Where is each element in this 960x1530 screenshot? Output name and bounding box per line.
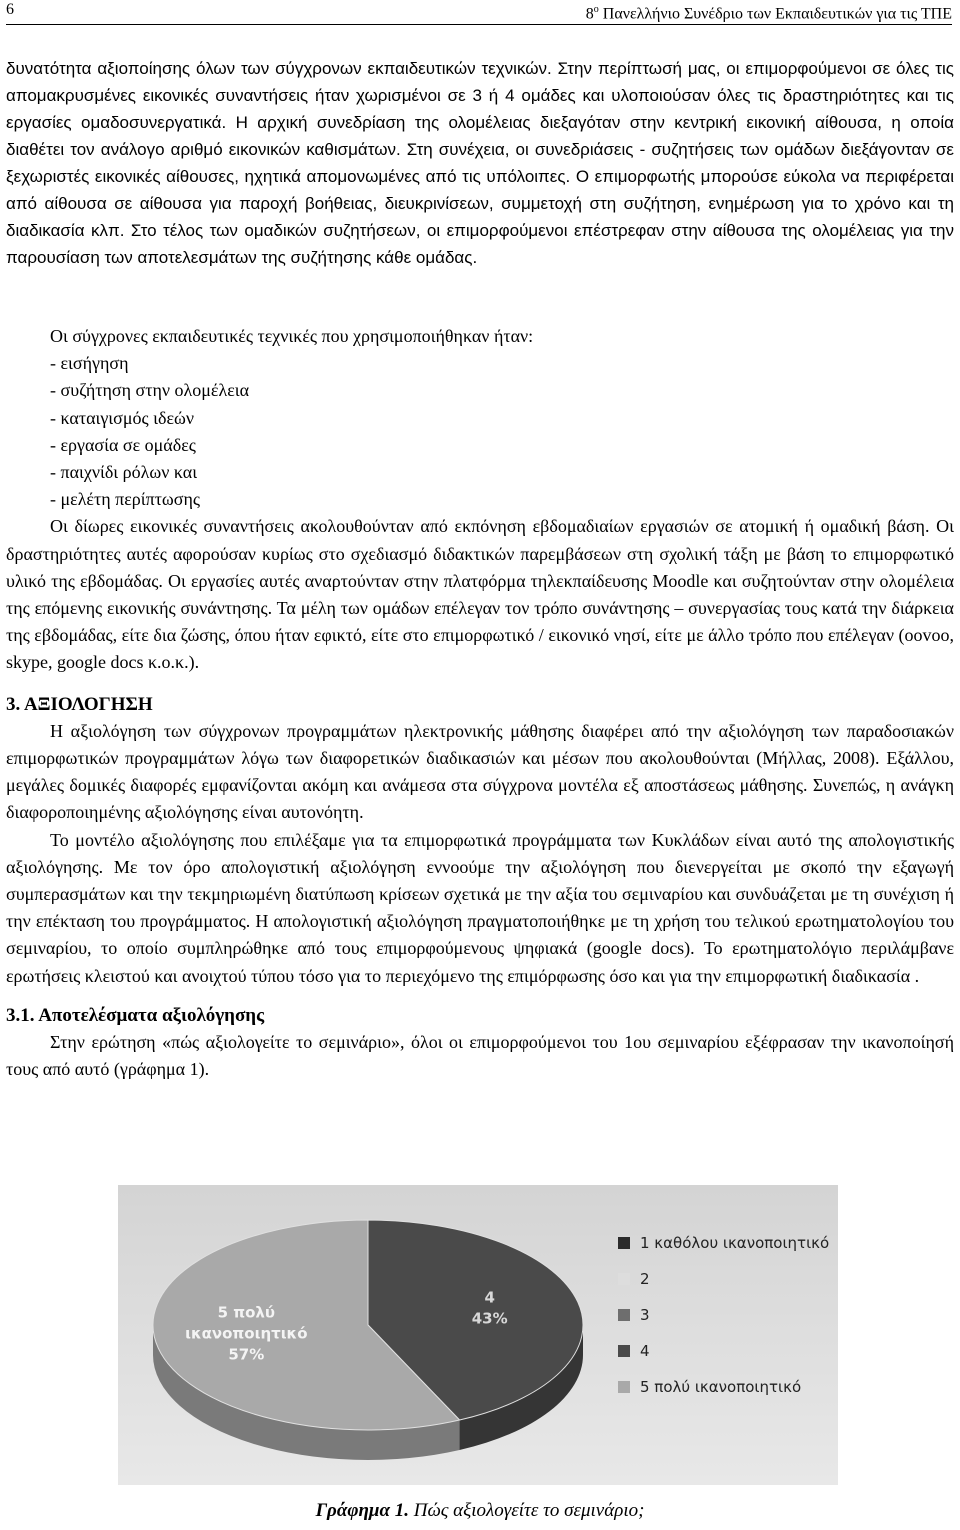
caption-label: Γράφημα 1. xyxy=(315,1500,409,1521)
intro-paragraph: δυνατότητα αξιοποίησης όλων των σύγχρονων εκπαιδευτικών τεχνικών. Στην περίπτωσή μας, οι επιμορφούμενοι σε όλες τις απομακρυσμένες εικονικές συναντήσεις ήταν χωρισμένοι σε 3 ή 4 ομάδες και υλοποιούσαν όλες τις δραστηριότητες και τις εργασίες ομαδοσυνεργατικά. Η αρχική συνεδρίαση της ολομέλειας διεξαγόταν στην κεντρική εικονική αίθουσα, η οποία διαθέτει τον ανάλογο αριθμό εικονικών καθισμάτων. Στη συνέχεια, οι συνεδριάσεις - συζητήσεις των ομάδων διεξάγονταν σε ξεχωριστές εικονικές αίθουσες, ηχητικά απομονωμένες από τις υπόλοιπες. Ο επιμορφωτής μπορούσε εύκολα να περιφέρεται από αίθουσα σε αίθουσα για παροχή βοήθειας, διευκρινίσεων, συμμετοχή στη συζήτηση, ενημέρωση για το χρόνο και τη διαδικασία κλπ. Στο τέλος των ομαδικών συζητήσεων, οι επιμορφούμενοι επέστρεφαν στην αίθουσα της ολομέλειας για την παρουσίαση των αποτελεσμάτων της συζήτησης κάθε ομάδας. xyxy=(6,59,954,267)
legend-label: 3 xyxy=(640,1306,650,1324)
techniques-intro: Οι σύγχρονες εκπαιδευτικές τεχνικές που χρησιμοποιήθηκαν ήταν: xyxy=(50,326,534,346)
legend-swatch xyxy=(618,1381,630,1393)
data-label: 57% xyxy=(228,1345,265,1364)
pie-chart-figure xyxy=(118,1185,838,1485)
legend-label: 5 πολύ ικανοποιητικό xyxy=(640,1378,802,1396)
figure-caption xyxy=(0,1500,960,1522)
running-header xyxy=(6,0,952,25)
data-label: ικανοποιητικό xyxy=(185,1324,308,1343)
data-label: 5 πολύ xyxy=(217,1303,276,1322)
conference-title: $8^o$ Πανελλήνιο Συνέδριο των Εκπαιδευτικών για τις ΤΠΕ xyxy=(585,4,952,23)
list-item: - εισήγηση xyxy=(50,353,129,374)
pie-chart xyxy=(118,1185,838,1485)
list-item: - καταιγισμός ιδεών xyxy=(50,407,194,428)
section-heading: 3. ΑΞΙΟΛΟΓΗΣΗ xyxy=(6,693,153,715)
list-item: - παιχνίδι ρόλων και xyxy=(50,462,198,483)
legend-label: 4 xyxy=(640,1342,650,1360)
legend-swatch xyxy=(618,1309,630,1321)
intro-section xyxy=(6,55,954,271)
techniques-list xyxy=(6,350,954,513)
section3-paragraph-1: Η αξιολόγηση των σύγχρονων προγραμμάτων ηλεκτρονικής μάθησης διαφέρει από την αξιολόγηση των παραδοσιακών επιμορφωτικών προγραμμάτων λόγω των διαφορετικών διαδικασιών και μέσων που ακολουθούνται (Μήλλας, 2008). Εξάλλου, μεγάλες δομικές διαφορές εμφανίζονται ακόμη και ανάμεσα στα σύγχρονα μοντέλα εξ αποστάσεως μάθησης. Συνεπώς, η ανάγκη διαφοροποιημένης αξιολόγησης είναι αυτονόητη. xyxy=(6,720,954,823)
async-paragraph: Οι δίωρες εικονικές συναντήσεις ακολουθούνταν από εκπόνηση εβδομαδιαίων εργασιών σε ατομική ή ομαδική βάση. Οι δραστηριότητες αυτές αφορούσαν κυρίως στο σχεδιασμό διδακτικών παρεμβάσεων στη σχολική τάξη με βάση το επιμορφωτικό υλικό της εβδομάδας. Οι εργασίες αυτές αναρτούνταν στην πλατφόρμα τηλεκπαίδευσης Moodle και συζητούνταν στην ολομέλεια της επόμενης εικονικής συνάντησης. Τα μέλη των ομάδων επέλεγαν τον τρόπο συνάντησης – συνεργασίας τους κατά την διάρκεια της εβδομάδας, είτε δια ζώσης, όπου ήταν εφικτό, είτε στο επιμορφωτικό / εικονικό νησί, είτε με άλλο τρόπο που επέλεγαν (oovoo, skype, google docs κ.ο.κ.). xyxy=(6,516,954,673)
list-item: - μελέτη περίπτωσης xyxy=(50,489,201,510)
list-item: - εργασία σε ομάδες xyxy=(50,434,196,455)
data-label: 43% xyxy=(471,1309,508,1328)
page-number: 6 xyxy=(6,1,14,18)
main-section xyxy=(6,323,954,1083)
list-item: - συζήτηση στην ολομέλεια xyxy=(50,380,250,401)
legend-swatch xyxy=(618,1237,630,1249)
section3-paragraph-2: Το μοντέλο αξιολόγησης που επιλέξαμε για τα επιμορφωτικά προγράμματα των Κυκλάδων είναι αυτό της απολογιστικής αξιολόγησης. Με τον όρο απολογιστική αξιολόγηση εννοούμε την αξιολόγηση που διενεργείται με σκοπό την εξαγωγή συμπερασμάτων και την τεκμηριωμένη διατύπωση κρίσεων σχετικά με την αξία του σεμιναρίου και συνδυάζεται με τη συνέχιση ή την επέκταση του προγράμματος. Η απολογιστική αξιολόγηση πραγματοποιήθηκε με τη χρήση του τελικού ερωτηματολογίου του σεμιναρίου, το οποίο συμπληρώθηκε από τους επιμορφούμενους ψηφιακά (google docs). Το ερωτηματολόγιο περιλάμβανε ερωτήσεις κλειστού και ανοιχτού τύπου τόσο για το περιεχόμενο της επιμόρφωσης όσο και για την επιμορφωτική διαδικασία . xyxy=(6,829,954,986)
section31-paragraph: Στην ερώτηση «πώς αξιολογείτε το σεμινάριο», όλοι οι επιμορφούμενοι του 1ου σεμιναρίου εξέφρασαν την ικανοποίησή τους από αυτό (γράφημα 1). xyxy=(6,1032,954,1080)
legend-swatch xyxy=(618,1273,630,1285)
data-label: 4 xyxy=(484,1288,495,1307)
subsection-heading: 3.1. Αποτελέσματα αξιολόγησης xyxy=(6,1004,265,1026)
legend-swatch xyxy=(618,1345,630,1357)
legend-label: 2 xyxy=(640,1270,650,1288)
caption-text: Πώς αξιολογείτε το σεμινάριο; xyxy=(408,1500,645,1521)
legend-label: 1 καθόλου ικανοποιητικό xyxy=(640,1234,830,1252)
